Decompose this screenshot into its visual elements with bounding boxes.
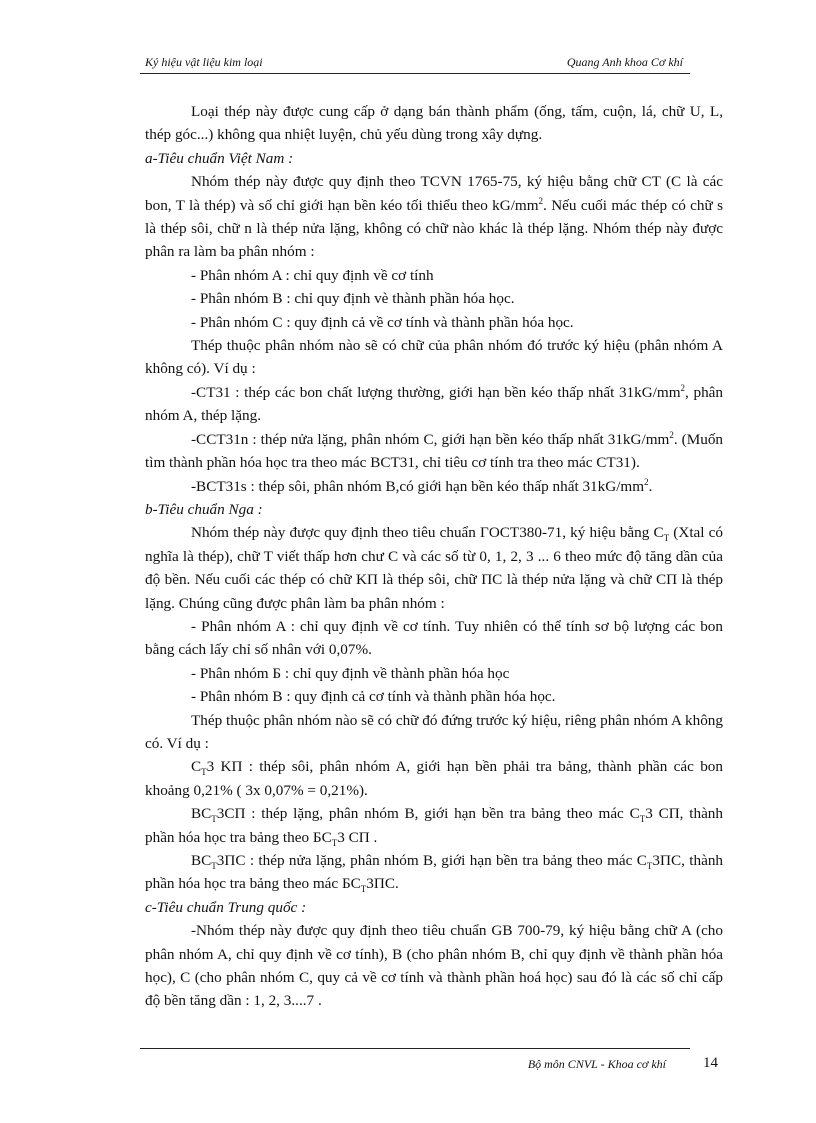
section-a-example-3: -BCT31s : thép sôi, phân nhóm B,có giới hạn bền kéo thấp nhất $31kG/mm^2$. <box>191 476 653 495</box>
section-a-example-1: -CT31 : thép các bon chất lượng thường, giới hạn bền kéo thấp nhất $31kG/mm^2$, phân nhóm A, thép lặng. <box>145 382 723 425</box>
section-b-example-3: $BC_T3\Pi C$ : thép nửa lặng, phân nhóm B, giới hạn bền tra bảng theo mác $C_T3\Pi C$, thành phần hóa học tra bảng theo mác $БC_T3\Pi C$. <box>145 852 724 895</box>
section-b-bullet-1: - Phân nhóm A : chỉ quy định về cơ tính. Tuy nhiên có thể tính sơ bộ lượng các bon bằng cách lấy chỉ số nhân với 0,07%. <box>145 617 723 659</box>
section-b-paragraph-2: Thép thuộc phân nhóm nào sẽ có chữ đó đứng trước ký hiệu, riêng phân nhóm A không có. Ví dụ : <box>145 711 723 752</box>
footer-text: Bộ môn CNVL - Khoa cơ khí <box>527 1057 666 1071</box>
section-b-example-1: $C_T3$ KΠ : thép sôi, phân nhóm A, giới hạn bền phải tra bảng, thành phần các bon khoảng 0,21% ( 3x 0,07% = 0,21%). <box>145 758 723 799</box>
section-b-example-2: $BC_T3C\Pi$ : thép lặng, phân nhóm B, giới hạn bền tra bảng theo mác $C_T3$ CΠ, thành phần hóa học tra bảng theo $БC_T3$ CΠ . <box>145 805 723 848</box>
section-a-paragraph-2: Thép thuộc phân nhóm nào sẽ có chữ của phân nhóm đó trước ký hiệu (phân nhóm A không có). Ví dụ : <box>145 337 723 378</box>
section-a-bullet-2: - Phân nhóm B : chỉ quy định vè thành phần hóa học. <box>191 290 515 308</box>
section-a-paragraph-1: Nhóm thép này được quy định theo TCVN 1765-75, ký hiệu bằng chữ CT (C là các bon, T là thép) và số chỉ giới hạn bền kéo tối thiểu theo $kG/mm^2$. Nếu cuối mác thép có chữ s là thép sôi, chữ n là thép nửa lặng, không có chữ nào khác là thép lặng. Nhóm thép này được phân ra làm ba phân nhóm : <box>145 173 723 261</box>
section-a-example-2: -CCT31n : thép nửa lặng, phân nhóm C, giới hạn bền kéo thấp nhất $31kG/mm^2$. (Muốn tìm thành phần hóa học tra theo mác BCT31, chỉ tiêu cơ tính tra theo mác CT31). <box>145 429 724 472</box>
section-b-bullet-2: - Phân nhóm Б : chỉ quy định về thành phần hóa học <box>191 664 510 682</box>
section-b-heading: b-Tiêu chuẩn Nga : <box>145 500 263 518</box>
section-a-heading: a-Tiêu chuẩn Việt Nam : <box>145 149 294 167</box>
section-a-bullet-3: - Phân nhóm C : quy định cả về cơ tính và thành phần hóa học. <box>191 313 574 331</box>
section-c-paragraph-1: -Nhóm thép này được quy định theo tiêu chuẩn GB 700-79, ký hiệu bằng chữ A (cho phân nhóm A, chỉ quy định về cơ tính), B (cho phân nhóm B, chỉ quy định về thành phần hóa học), C (cho phân nhóm C, quy cả về cơ tính và thành phần hoá học) sau đó là các số chỉ cấp độ bền tăng dần : 1, 2, 3....7 . <box>145 922 723 1010</box>
section-a-bullet-1: - Phân nhóm A : chỉ quy định về cơ tính <box>191 266 434 284</box>
header-divider <box>140 73 690 74</box>
footer-divider <box>140 1048 690 1049</box>
section-b-bullet-3: - Phân nhóm B : quy định cả cơ tính và thành phần hóa học. <box>191 688 556 706</box>
header-left: Ký hiệu vật liệu kim loại <box>145 55 263 69</box>
header-right: Quang Anh khoa Cơ khí <box>566 55 683 69</box>
section-b-paragraph-1: Nhóm thép này được quy định theo tiêu chuẩn ΓOCT380-71, ký hiệu bằng $C_T$ (Xtal có nghĩa là thép), chữ T viết thấp hơn chư C và các số từ 0, 1, 2, 3 ... 6 theo mức độ tăng dần của độ bền. Nếu cuối các thép có chữ KΠ là thép sôi, chữ ΠC là thép nửa lặng và chữ CΠ là thép lặng. Chúng cũng được phân làm ba phân nhóm : <box>145 524 723 612</box>
intro-paragraph: Loại thép này được cung cấp ở dạng bán thành phẩm (ống, tấm, cuộn, lá, chữ U, L, thép góc...) không qua nhiệt luyện, chủ yếu dùng trong xây dựng. <box>145 103 723 144</box>
page-number: 14 <box>703 1055 718 1071</box>
page-body <box>145 100 723 1013</box>
section-c-heading: c-Tiêu chuẩn Trung quốc : <box>145 898 307 916</box>
